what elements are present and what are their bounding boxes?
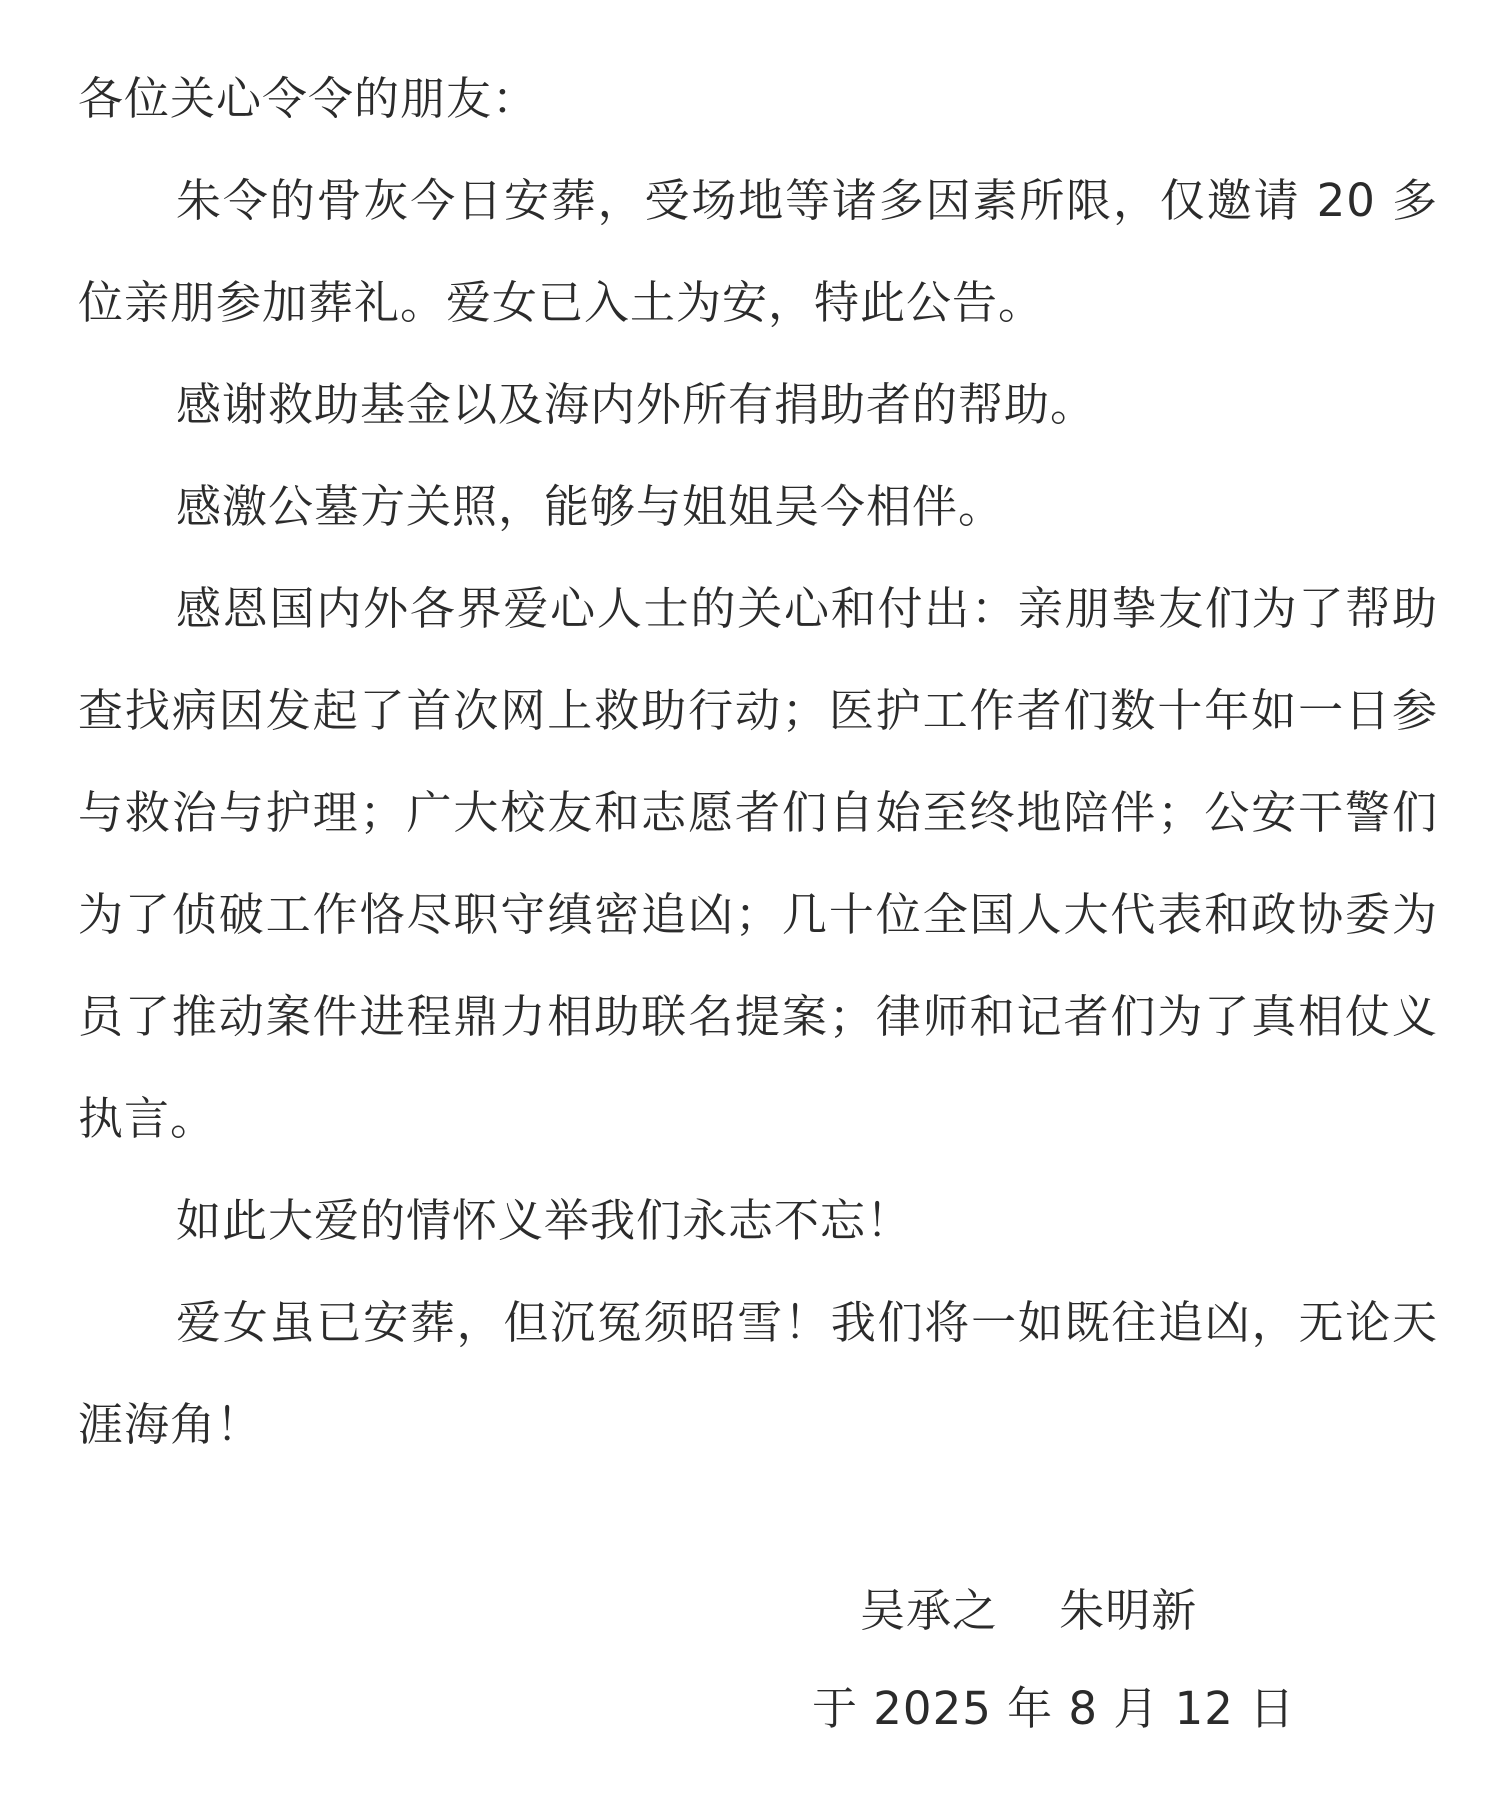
paragraph-thanks-donors: 感谢救助基金以及海内外所有捐助者的帮助。 <box>176 378 1097 431</box>
paragraph-seek-justice: 爱女虽已安葬，但沉冤须昭雪！我们将一如既往追凶，无论天涯海角！ <box>78 1296 1438 1451</box>
paragraph-gratitude: 感恩国内外各界爱心人士的关心和付出：亲朋挚友们为了帮助查找病因发起了首次网上救助行动；医护工作者们数十年如一日参与救治与护理；广大校友和志愿者们自始至终地陪伴；公安干警们为了侦破工作恪尽职守缜密追凶；几十位全国人大代表和政协委为员了推动案件进程鼎力相助联名提案；律师和记者们为了真相仗义执言。 <box>78 582 1438 1145</box>
paragraph-never-forget: 如此大爱的情怀义举我们永志不忘！ <box>176 1194 913 1247</box>
paragraph-funeral-notice: 朱令的骨灰今日安葬，受场地等诸多因素所限，仅邀请 20 多位亲朋参加葬礼。爱女已入土为安，特此公告。 <box>78 174 1438 329</box>
signature: 吴承之 朱明新 <box>860 1584 1198 1637</box>
letter-date: 于 2025 年 8 月 12 日 <box>812 1682 1296 1735</box>
salutation: 各位关心令令的朋友： <box>78 72 539 125</box>
letter-body <box>78 48 1438 1476</box>
paragraph-thanks-cemetery: 感激公墓方关照，能够与姐姐吴今相伴。 <box>176 480 1005 533</box>
